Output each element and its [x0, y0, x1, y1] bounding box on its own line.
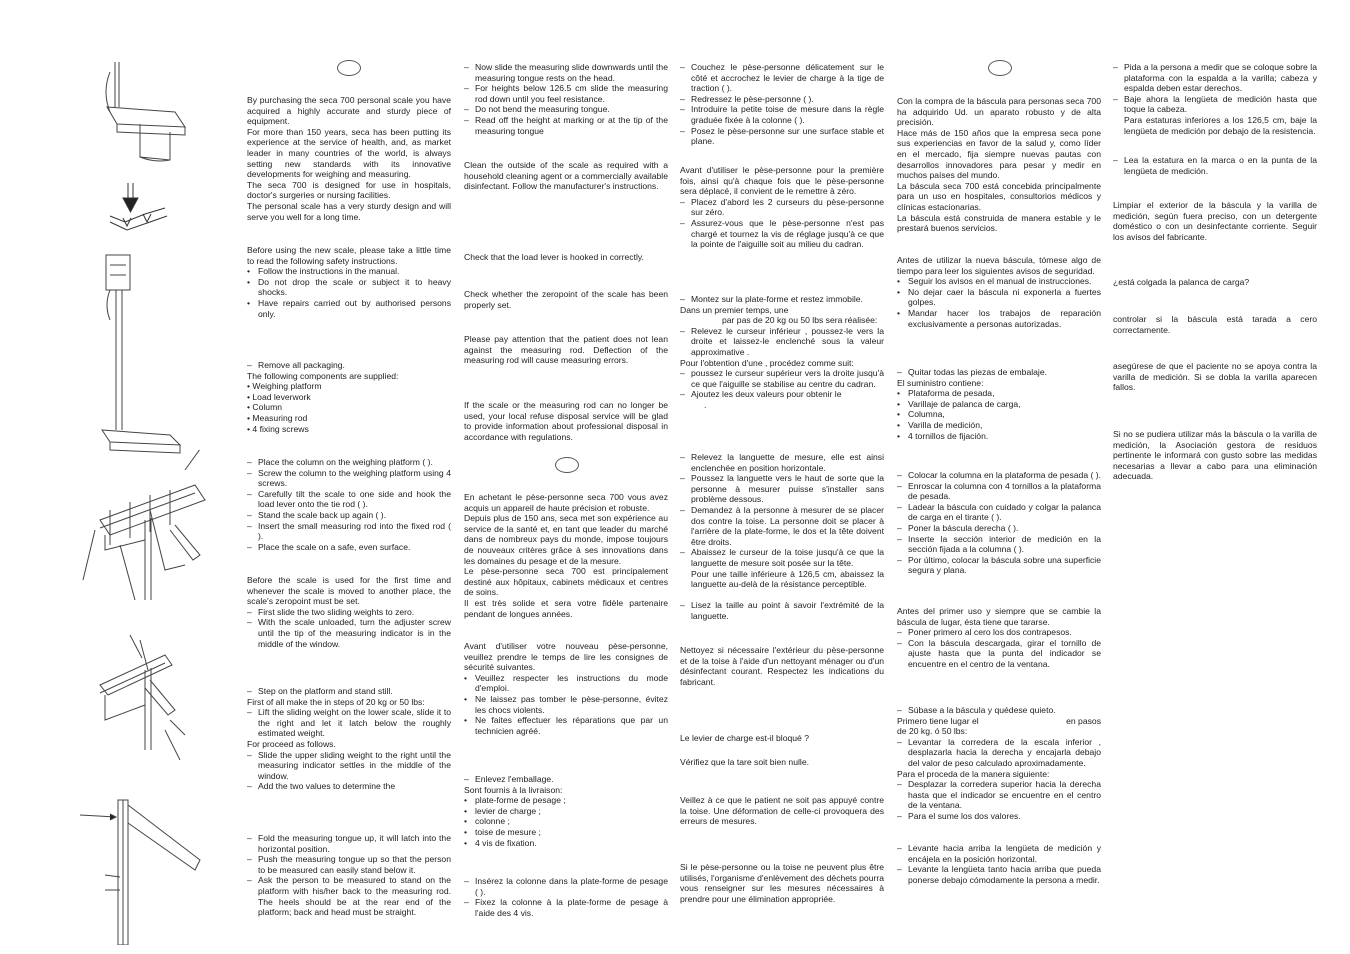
supplied-item: • Weighing platform — [247, 381, 322, 392]
measure-step: – Demandez à la personne à mesurer de se placer dos contre la toise. La personne doit se placer à l'arrière de la plate-forme, le dos et la tête doivent être droits. — [680, 505, 884, 547]
measure-step: – Lisez la taille au point à savoir l'extrémité de la languette. — [680, 600, 884, 621]
zero-step: – First slide the two sliding weights to zero. — [247, 607, 451, 618]
supplied-item: • Varilla de medición, — [897, 420, 1101, 431]
trouble-text: controlar si la báscula está tarada a cero correctamente. — [1113, 314, 1317, 335]
assembly-step: – Carefully tilt the scale to one side and hook the load lever onto the tie rod ( ). — [247, 489, 451, 510]
intro-paragraph: The personal scale has a very sturdy design and will serve you well for a long time. — [247, 200, 451, 222]
supplied-item: • colonne ; — [464, 816, 668, 827]
weigh-step: – poussez le curseur supérieur vers la droite jusqu'à ce que l'aiguille se stabilise au centre du cadran. — [680, 368, 884, 389]
assembly-step: – Colocar la columna en la plataforma de pesada ( ). — [897, 470, 1101, 481]
figure-measuring-rod — [80, 795, 210, 945]
assembly-step: – Inserte la sección interior de medición en la sección fijada a la columna ( ). — [897, 534, 1101, 555]
measure-note: Para estaturas inferiores a los 126,5 cm, baje la lengüeta de medición por debajo de la resistencia. — [1124, 114, 1317, 136]
supplied-item: • toise de mesure ; — [464, 827, 668, 838]
zero-intro: Before the scale is used for the first time and whenever the scale is moved to another place, the scale's zeropoint must be set. — [247, 575, 451, 607]
weigh-intro: Primero tiene lugar el en pasos — [897, 715, 1101, 726]
safety-item: • Follow the instructions in the manual. — [247, 266, 451, 277]
weigh-step: – Ajoutez les deux valeurs pour obtenir le — [680, 389, 884, 400]
language-indicator-gb — [337, 60, 361, 76]
supplied-item: • levier de charge ; — [464, 806, 668, 817]
assembly-step: – Enroscar la columna con 4 tornillos a la plataforma de pesada. — [897, 481, 1101, 502]
intro-paragraph: Le pèse-personne seca 700 est principalement destiné aux hôpitaux, cabinets médicaux et centres de soins. — [464, 566, 668, 598]
measure-step: – Levante la lengüeta tanto hacia arriba que pueda ponerse debajo cómodamente la persona a medir. — [897, 864, 1101, 885]
intro-paragraph: The seca 700 is designed for use in hospitals, doctor's surgeries or nursing facilities. — [247, 179, 451, 201]
measure-step: – Abaissez le curseur de la toise jusqu'à ce que la languette de mesure soit posée sur la tête. — [680, 547, 884, 568]
spanish-column-1 — [897, 0, 1101, 954]
measure-step: – Read off the height at marking or at the tip of the measuring tongue — [464, 115, 668, 136]
disposal-text: Si le pèse-personne ou la toise ne peuvent plus être utilisés, l'organisme d'enlèvement des déchets pourra vous renseigner sur les mesures nécessaires à prendre pour une élimination appropriée. — [680, 862, 884, 904]
safety-item: • No dejar caer la báscula ni exponerla a fuertes golpes. — [897, 287, 1101, 308]
safety-item: • Have repairs carried out by authorised persons only. — [247, 298, 451, 319]
measure-step: – Baje ahora la lengüeta de medición hasta que toque la cabeza. — [1113, 94, 1317, 115]
trouble-text: asegúrese de que el paciente no se apoya contra la varilla de medición. Si se dobla la varilla aparecen fallos. — [1113, 361, 1317, 393]
assembly-step: – Introduire la petite toise de mesure dans la règle graduée fixée à la colonne ( ). — [680, 104, 884, 125]
weigh-for: Para el proceda de la manera siguiente: — [897, 768, 1050, 779]
assembly-step: – Place the column on the weighing platform ( ). — [247, 457, 451, 468]
safety-item: • Ne laissez pas tomber le pèse-personne, évitez les chocs violents. — [464, 694, 668, 715]
assembly-step: – Poner la báscula derecha ( ). — [897, 523, 1101, 534]
supplied-item: • plate-forme de pesage ; — [464, 795, 668, 806]
safety-item: • Ne faites effectuer les réparations que par un technicien agréé. — [464, 715, 668, 736]
english-column-2 — [464, 0, 668, 954]
intro-paragraph: Depuis plus de 150 ans, seca met son expérience au service de la santé et, en tant que leader du marché dans de nombreux pays du monde, impose toujours de nouveaux critères grâce à ses innovations dans les domaines du pesage et de la mesure. — [464, 513, 668, 566]
disposal-text: If the scale or the measuring rod can no longer be used, your local refuse disposal service will be glad to provide information about professional disposal in accordance with regulations. — [464, 400, 668, 442]
zero-intro: Avant d'utiliser le pèse-personne pour la première fois, ainsi qu'à chaque fois que le pèse-personne sera déplacé, il convient de le remettre à zéro. — [680, 165, 884, 197]
supplied-item: • Columna, — [897, 409, 1101, 420]
supplied-item: • Plataforma de pesada, — [897, 388, 1101, 399]
intro-paragraph: La báscula está construida de manera estable y le prestará buenos servicios. — [897, 212, 1101, 234]
supplied-intro: Sont fournis à la livraison: — [464, 784, 563, 795]
figure-column — [100, 250, 210, 465]
supplied-intro: El suministro contiene: — [897, 377, 984, 388]
supplied-item: • Varillaje de palanca de carga, — [897, 399, 1101, 410]
weigh-intro: par pas de 20 kg ou 50 lbs sera réalisée: — [722, 315, 878, 326]
supplied-item: • Measuring rod — [247, 412, 308, 423]
weigh-step: – Slide the upper sliding weight to the right until the measuring indicator settles in the middle of the window. — [247, 750, 451, 782]
zero-step: – Placez d'abord les 2 curseurs du pèse-personne sur zéro. — [680, 197, 884, 218]
safety-item: • Seguir los avisos en el manual de instrucciones. — [897, 276, 1101, 287]
unpack-step: – Quitar todas las piezas de embalaje. — [897, 367, 1101, 378]
zero-step: – Con la báscula descargada, girar el tornillo de ajuste hasta que la punta del indicador se encuentre en el centro de la ventana. — [897, 638, 1101, 670]
weigh-for: For proceed as follows. — [247, 738, 336, 749]
figure-scale-platform — [95, 62, 215, 172]
intro-paragraph: By purchasing the seca 700 personal scale you have acquired a highly accurate and sturdy piece of equipment. — [247, 95, 451, 127]
supplied-item: • 4 vis de fixation. — [464, 838, 668, 849]
supplied-intro: The following components are supplied: — [247, 370, 399, 381]
safety-item: • Do not drop the scale or subject it to heavy shocks. — [247, 277, 451, 298]
supplied-item: • Load leverwork — [247, 391, 311, 402]
zero-step: – Assurez-vous que le pèse-personne n'est pas chargé et tournez la vis de réglage jusqu'à ce que la pointe de l'aiguille soit au milieu du cadran. — [680, 218, 884, 250]
trouble-text: Check whether the zeropoint of the scale has been properly set. — [464, 289, 668, 310]
spanish-column-2 — [1113, 0, 1317, 954]
disposal-text: Si no se pudiera utilizar más la báscula o la varilla de medición, la Asociación gestora de residuos pertinente le informará con gusto sobre las medidas necesarias a llevar a cabo para una eliminación adecuada. — [1113, 429, 1317, 482]
measure-step: – For heights below 126.5 cm slide the measuring rod down until you feel resistance. — [464, 83, 668, 104]
supplied-item: • 4 tornillos de fijación. — [897, 431, 1101, 442]
assembly-step: – Stand the scale back up again ( ). — [247, 510, 451, 521]
trouble-text: Le levier de charge est-il bloqué ? — [680, 733, 809, 743]
weigh-intro: Dans un premier temps, une — [680, 304, 789, 315]
supplied-item: • 4 fixing screws — [247, 423, 309, 434]
intro-paragraph: Il est très solide et sera votre fidèle partenaire pendant de longues années. — [464, 597, 668, 619]
weigh-step: – Súbase a la báscula y quédese quieto. — [897, 705, 1101, 716]
weigh-step: – Desplazar la corredera superior hacia la derecha hasta que el indicador se encuentre en el centro de la ventana. — [897, 779, 1101, 811]
weigh-for: Pour l'obtention d'une , procédez comme suit: — [680, 357, 854, 368]
unpack-step: – Enlevez l'emballage. — [464, 774, 668, 785]
zero-step: – With the scale unloaded, turn the adjuster screw until the tip of the measuring indicator is in the middle of the window. — [247, 617, 451, 649]
assembly-step: – Ladear la báscula con cuidado y colgar la palanca de carga en el tirante ( ). — [897, 502, 1101, 523]
safety-intro: Before using the new scale, please take a little time to read the following safety instructions. — [247, 245, 451, 266]
assembly-step: – Place the scale on a safe, even surface. — [247, 542, 451, 553]
measure-step: – Push the measuring tongue up so that the person to be measured can easily stand below it. — [247, 854, 451, 875]
supplied-item: • Column — [247, 402, 283, 413]
intro-paragraph: En achetant le pèse-personne seca 700 vous avez acquis un appareil de haute précision et robuste. — [464, 492, 668, 513]
assembly-step: – Insert the small measuring rod into the fixed rod ( ). — [247, 521, 451, 542]
weigh-dot: . — [704, 399, 707, 410]
assembly-step: – Insérez la colonne dans la plate-forme de pesage ( ). — [464, 876, 668, 897]
unpack-step: – Remove all packaging. — [247, 360, 451, 371]
weigh-step: – Lift the sliding weight on the lower scale, slide it to the right and let it latch below the roughly estimated weight. — [247, 707, 451, 739]
safety-item: • Mandar hacer los trabajos de reparación exclusivamente a personas autorizadas. — [897, 308, 1101, 329]
care-text: Clean the outside of the scale as required with a household cleaning agent or a commercially available disinfectant. Follow the manufacturer's instructions. — [464, 160, 668, 192]
measure-step: – Now slide the measuring slide downwards until the measuring tongue rests on the head. — [464, 62, 668, 83]
assembly-step: – Posez le pèse-personne sur une surface stable et plane. — [680, 126, 884, 147]
assembly-step: – Screw the column to the weighing platform using 4 screws. — [247, 468, 451, 489]
weigh-step: – Add the two values to determine the — [247, 781, 451, 792]
trouble-text: Vérifiez que la tare soit bien nulle. — [680, 757, 809, 767]
measure-step: – Ask the person to be measured to stand on the platform with his/her back to the measuring rod. The heels should be at the rear end of the platform; back and head must be straight. — [247, 875, 451, 917]
measure-step: – Lea la estatura en la marca o en la punta de la lengüeta de medición. — [1113, 155, 1317, 176]
assembly-step: – Couchez le pèse-personne délicatement sur le côté et accrochez le levier de charge à la tige de traction ( ). — [680, 62, 884, 94]
assembly-step: – Redressez le pèse-personne ( ). — [680, 94, 884, 105]
assembly-step: – Fixez la colonne à la plate-forme de pesage à l'aide des 4 vis. — [464, 897, 668, 918]
assembly-step: – Por último, colocar la báscula sobre una superficie segura y plana. — [897, 555, 1101, 576]
trouble-text: ¿está colgada la palanca de carga? — [1113, 277, 1250, 287]
safety-intro: Antes de utilizar la nueva báscula, tómese algo de tiempo para leer los siguientes avisos de seguridad. — [897, 255, 1101, 276]
language-indicator-es — [988, 60, 1012, 76]
figure-zeroing — [90, 610, 210, 760]
french-column-2 — [680, 0, 884, 954]
weigh-intro: de 20 kg. ó 50 lbs: — [897, 726, 968, 737]
measure-step: – Do not bend the measuring tongue. — [464, 104, 668, 115]
measure-step: – Levante hacia arriba la lengüeta de medición y encájela en la posición horizontal. — [897, 843, 1101, 864]
weigh-step: – Relevez le curseur inférieur , poussez-le vers la droite et laissez-le enclenché sous la valeur approximative . — [680, 326, 884, 358]
zero-intro: Antes del primer uso y siempre que se cambie la báscula de lugar, ésta tiene que tararse. — [897, 606, 1101, 627]
weigh-step: – Levantar la corredera de la escala inferior , desplazarla hacia la derecha y encajarla debajo del valor de peso calculado aproximadamente. — [897, 737, 1101, 769]
measure-step: – Relevez la languette de mesure, elle est ainsi enclenchée en position horizontale. — [680, 452, 884, 473]
trouble-text: Please pay attention that the patient does not lean against the measuring rod. Deflection of the measuring rod will cause measuring errors. — [464, 334, 668, 366]
safety-intro: Avant d'utiliser votre nouveau pèse-personne, veuillez prendre le temps de lire les consignes de sécurité suivantes. — [464, 641, 668, 673]
trouble-text: Check that the load lever is hooked in correctly. — [464, 252, 644, 262]
english-column-1 — [247, 0, 451, 954]
measure-step: – Fold the measuring tongue up, it will latch into the horizontal position. — [247, 833, 451, 854]
care-text: Nettoyez si nécessaire l'extérieur du pèse-personne et de la toise à l'aide d'un nettoyant ménager ou d'un désinfectant courant. Respectez les indications du fabricant. — [680, 645, 884, 687]
safety-item: • Veuillez respecter les instructions du mode d'emploi. — [464, 673, 668, 694]
weigh-step: – Step on the platform and stand still. — [247, 686, 451, 697]
care-text: Limpiar el exterior de la báscula y la varilla de medición, según fuera preciso, con un detergente doméstico o con un desinfectante corriente. Seguir los avisos del fabricante. — [1113, 200, 1317, 242]
intro-paragraph: La báscula seca 700 está concebida principalmente para un uso en hospitales, consultorios médicos y clínicas estacionarias. — [897, 180, 1101, 212]
weigh-step: – Montez sur la plate-forme et restez immobile. — [680, 294, 884, 305]
intro-paragraph: Hace más de 150 años que la empresa seca pone sus experiencias en favor de la salud y, como líder en el mercado, fija siempre nuevas pautas con desarrollos innovadores para pesar y medir en muchos países del mundo. — [897, 127, 1101, 181]
intro-paragraph: For more than 150 years, seca has been putting its experience at the service of health, and, as market leader in many countries of the world, is always setting new standards with its innovative developments for weighing and measuring. — [247, 126, 451, 180]
measure-step: – Poussez la languette vers le haut de sorte que la personne à mesurer puisse s'installer sans problème dessous. — [680, 473, 884, 505]
language-indicator-fr — [555, 457, 579, 473]
intro-paragraph: Con la compra de la báscula para personas seca 700 ha adquirido Ud. un aparato robusto y de alta precisión. — [897, 96, 1101, 128]
figure-load-lever — [105, 178, 175, 238]
weigh-step: – Para el sume los dos valores. — [897, 811, 1101, 822]
figure-sliding-weights — [75, 450, 235, 600]
measure-note: Pour une taille inférieure à 126,5 cm, abaissez la languette au-delà de la résistance perceptible. — [691, 568, 884, 590]
measure-step: – Pida a la persona a medir que se coloque sobre la plataforma con la espalda a la varilla; cabeza y espalda deben estar derechos. — [1113, 62, 1317, 94]
zero-step: – Poner primero al cero los dos contrapesos. — [897, 627, 1101, 638]
trouble-text: Veillez à ce que le patient ne soit pas appuyé contre la toise. Une déformation de celle-ci provoquera des erreurs de mesures. — [680, 795, 884, 827]
weigh-intro: First of all make the in steps of 20 kg or 50 lbs: — [247, 696, 425, 707]
